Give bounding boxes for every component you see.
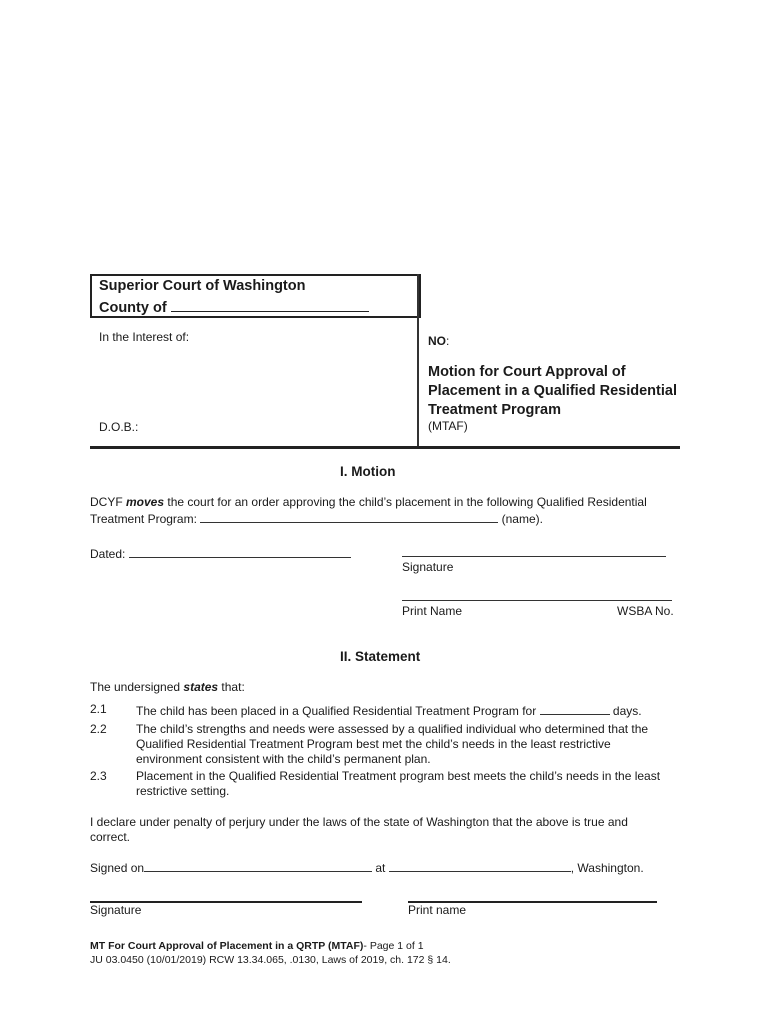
washington-label: , Washington. [570, 861, 644, 875]
document-title: Motion for Court Approval of Placement in a Qualified Residential Treatment Program [428, 364, 677, 418]
statement-heading: II. Statement [340, 649, 421, 664]
footer-title [90, 940, 424, 952]
motion-print-name-line[interactable] [402, 600, 672, 601]
wsba-label: WSBA No. [617, 604, 674, 618]
statement-print-name-label: Print name [408, 903, 467, 917]
caption-divider [417, 274, 419, 446]
item-2-3-text: Placement in the Qualified Residential Treatment program best meets the child’s needs in the least restrictive setting. [136, 769, 661, 798]
days-blank[interactable] [540, 702, 610, 715]
motion-heading: I. Motion [340, 464, 396, 479]
motion-text-4: (name). [498, 512, 543, 526]
signed-at-city-blank[interactable] [389, 859, 571, 872]
signed-on-date-blank[interactable] [144, 859, 372, 872]
caption-bottom-rule [90, 446, 680, 449]
motion-paragraph [90, 495, 690, 527]
footer-citation: JU 03.0450 (10/01/2019) RCW 13.34.065, .0130, Laws of 2019, ch. 172 § 14. [90, 954, 451, 966]
statement-emph: states [183, 680, 219, 694]
motion-print-name-label: Print Name [402, 604, 463, 618]
motion-text-1: DCYF [90, 495, 126, 509]
statement-signature-label: Signature [90, 903, 142, 917]
item-2-1-number: 2.1 [90, 702, 107, 716]
declaration-text: I declare under penalty of perjury under the laws of the state of Washington that the above is true and correct. [90, 815, 628, 844]
dob-label: D.O.B.: [99, 420, 139, 434]
court-name: Superior Court of Washington [99, 278, 306, 294]
item-2-3-number: 2.3 [90, 769, 107, 783]
footer-page: - Page 1 of 1 [363, 940, 424, 952]
item-2-2-number: 2.2 [90, 722, 107, 736]
dated-row [90, 545, 351, 562]
signed-on-row [90, 859, 644, 876]
item-2-1-text [136, 702, 676, 719]
statement-intro-2: that: [218, 680, 245, 694]
motion-text-3: Treatment Program: [90, 512, 201, 526]
county-blank[interactable] [171, 297, 369, 312]
statement-intro-1: The undersigned [90, 680, 184, 694]
dated-label: Dated: [90, 547, 129, 561]
county-label: County of [99, 300, 167, 316]
statement-intro [90, 680, 245, 695]
signed-on-label: Signed on [90, 861, 145, 875]
in-interest-of-label: In the Interest of: [99, 330, 190, 344]
case-no-text: NO [428, 334, 446, 348]
motion-signature-line[interactable] [402, 556, 666, 557]
motion-emph: moves [126, 495, 165, 509]
motion-signature-label: Signature [402, 560, 454, 574]
document-abbrev: (MTAF) [428, 419, 468, 433]
case-no-colon: : [446, 334, 450, 348]
motion-text-2: the court for an order approving the child’s placement in the following Qualified Residential [164, 495, 647, 509]
county-line [99, 297, 369, 316]
item-2-2-text: The child’s strengths and needs were assessed by a qualified individual who determined that the Qualified Residential Treatment Program best met the child’s needs in the least restrictive environment consistent with the child’s permanent plan. [136, 722, 649, 766]
dated-blank[interactable] [129, 545, 351, 558]
item-2-1-text-a: The child has been placed in a Qualified Residential Treatment Program for [136, 704, 540, 718]
footer-form-name: MT For Court Approval of Placement in a QRTP (MTAF) [90, 940, 364, 952]
item-2-1-text-b: days. [609, 704, 642, 718]
at-label: at [372, 861, 389, 875]
program-name-blank[interactable] [200, 510, 498, 523]
case-no-label [428, 334, 449, 348]
